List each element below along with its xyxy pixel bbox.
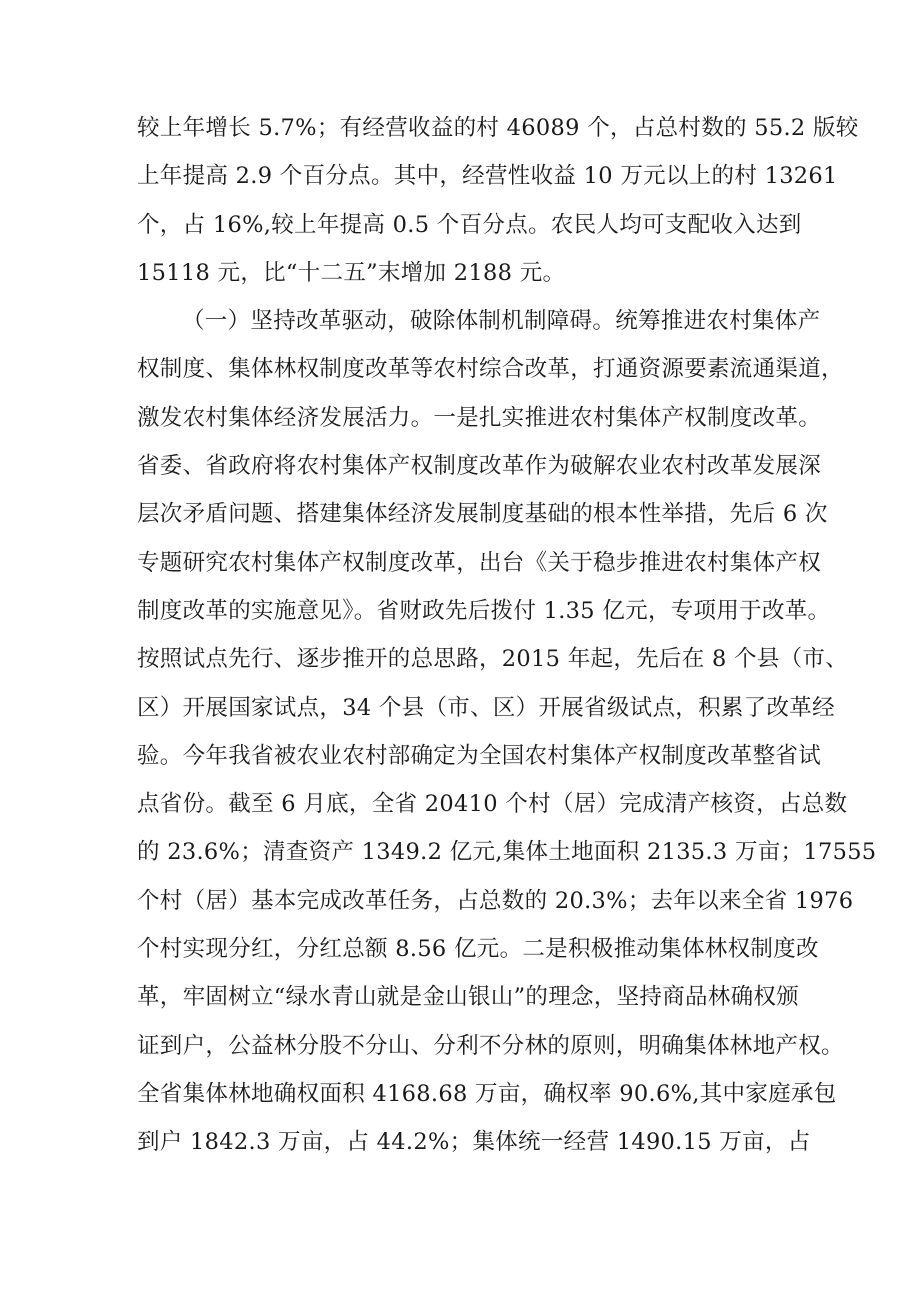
body-text [137, 104, 877, 1167]
text-line: 点省份。截至 6 月底，全省 20410 个村（居）完成清产核资，占总数 [137, 791, 848, 818]
text-line: 革，牢固树立“绿水青山就是金山银山”的理念，坚持商品林确权颁 [137, 984, 800, 1011]
text-line: 个村（居）基本完成改革任务，占总数的 20.3%；去年以来全省 1976 [137, 887, 854, 914]
text-line: 专题研究农村集体产权制度改革，出台《关于稳步推进农村集体产权 [137, 549, 822, 576]
text-line: 省委、省政府将农村集体产权制度改革作为破解农业农村改革发展深 [137, 453, 822, 480]
text-line: 激发农村集体经济发展活力。一是扎实推进农村集体产权制度改革。 [137, 404, 822, 431]
section-heading-line: （一）坚持改革驱动，破除体制机制障碍。统筹推进农村集体产 [182, 308, 821, 335]
text-line: 层次矛盾问题、搭建集体经济发展制度基础的根本性举措，先后 6 次 [137, 501, 828, 528]
text-line: 个村实现分红，分红总额 8.56 亿元。二是积极推动集体林权制度改 [137, 936, 819, 963]
text-line: 上年提高 2.9 个百分点。其中，经营性收益 10 万元以上的村 13261 [137, 163, 838, 190]
text-line: 按照试点先行、逐步推开的总思路，2015 年起，先后在 8 个县（市、 [137, 646, 849, 673]
text-line: 15118 元，比“十二五”末增加 2188 元。 [137, 259, 566, 286]
text-line: 验。今年我省被农业农村部确定为全国农村集体产权制度改革整省试 [137, 742, 822, 769]
text-line: 权制度、集体林权制度改革等农村综合改革，打通资源要素流通渠道， [137, 356, 844, 383]
text-line: 全省集体林地确权面积 4168.68 万亩，确权率 90.6%,其中家庭承包 [137, 1080, 837, 1107]
text-line: 较上年增长 5.7%；有经营收益的村 46089 个，占总村数的 55.2 版较 [137, 115, 859, 141]
text-line: 到户 1842.3 万亩，占 44.2%；集体统一经营 1490.15 万亩，占 [137, 1129, 811, 1156]
text-line: 个，占 16%,较上年提高 0.5 个百分点。农民人均可支配收入达到 [137, 211, 802, 238]
text-line: 的 23.6%；清查资产 1349.2 亿元,集体土地面积 2135.3 万亩；17555 [137, 839, 877, 866]
text-line: 制度改革的实施意见》。省财政先后拨付 1.35 亿元，专项用于改革。 [137, 597, 831, 624]
text-line: 证到户，公益林分股不分山、分利不分林的原则，明确集体林地产权。 [137, 1032, 844, 1059]
text-line: 区）开展国家试点，34 个县（市、区）开展省级试点，积累了改革经 [137, 694, 835, 721]
